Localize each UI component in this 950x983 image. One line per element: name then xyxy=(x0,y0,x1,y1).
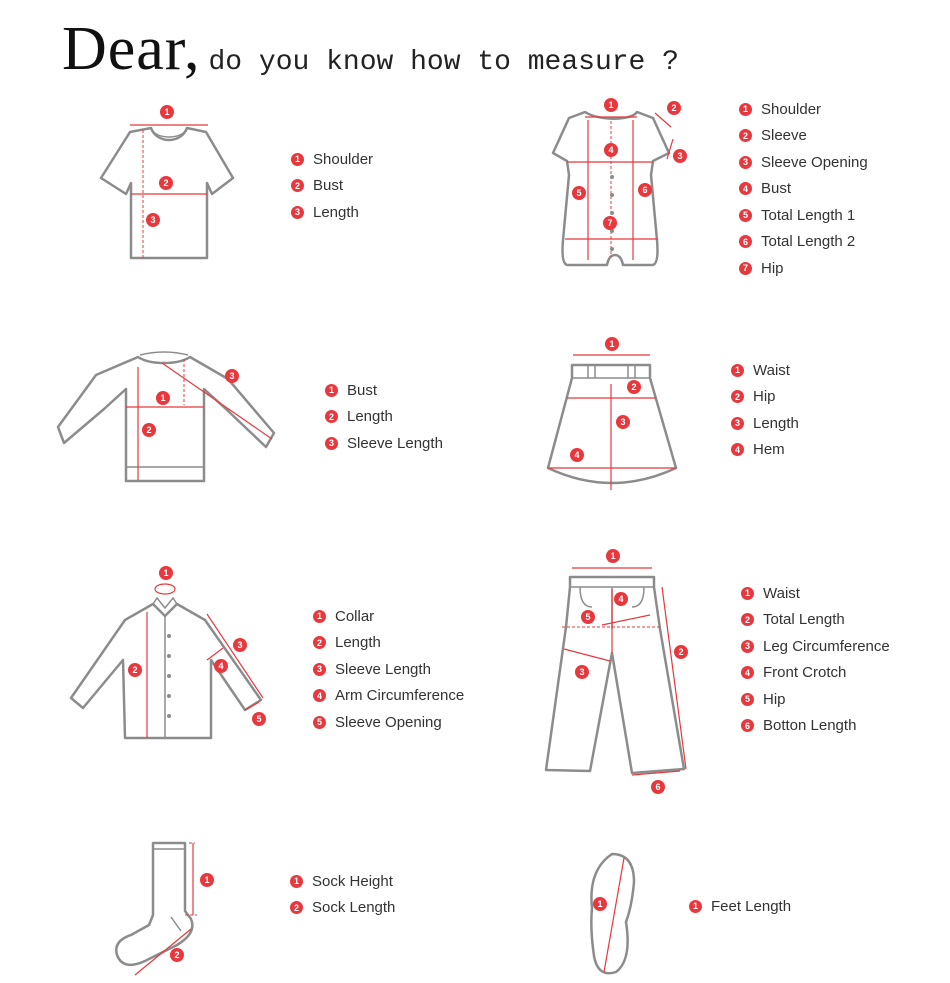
heading-question: do you know how to measure ? xyxy=(208,47,679,78)
list-item xyxy=(739,176,868,203)
measure-label: Length xyxy=(347,408,393,426)
measure-label: Hip xyxy=(761,259,784,277)
number-badge: 1 xyxy=(291,153,304,166)
sock-legend xyxy=(290,868,395,921)
number-badge: 2 xyxy=(313,636,326,649)
list-item xyxy=(325,404,443,431)
number-badge: 5 xyxy=(313,716,326,729)
shoe-sole-icon xyxy=(580,848,650,978)
list-item xyxy=(291,146,373,173)
number-badge: 3 xyxy=(739,156,752,169)
sock-icon xyxy=(105,835,225,980)
svg-text:1: 1 xyxy=(610,551,616,561)
measure-label: Hem xyxy=(753,441,785,459)
list-item xyxy=(290,868,395,895)
measure-label: Shoulder xyxy=(761,100,822,118)
svg-text:2: 2 xyxy=(146,425,152,435)
list-item xyxy=(731,384,799,411)
svg-text:2: 2 xyxy=(132,665,138,675)
list-item xyxy=(731,410,799,437)
list-item xyxy=(313,630,464,657)
list-item xyxy=(291,199,373,226)
svg-text:1: 1 xyxy=(163,568,169,578)
svg-text:2: 2 xyxy=(678,647,684,657)
number-badge: 5 xyxy=(739,209,752,222)
sweater-legend xyxy=(325,377,443,457)
list-item xyxy=(739,255,868,282)
measure-label: Sleeve Opening xyxy=(761,153,868,171)
svg-text:1: 1 xyxy=(160,393,166,403)
tshirt-icon xyxy=(95,100,240,265)
measure-label: Total Length 2 xyxy=(761,233,856,251)
list-item xyxy=(313,603,464,630)
measure-label: Sleeve Length xyxy=(347,434,443,452)
list-item xyxy=(325,430,443,457)
number-badge: 4 xyxy=(739,182,752,195)
svg-text:3: 3 xyxy=(237,640,243,650)
page-heading xyxy=(62,14,679,85)
svg-text:1: 1 xyxy=(597,899,603,909)
measure-label: Bust xyxy=(761,180,792,198)
measure-label: Sock Length xyxy=(312,899,396,917)
measure-label: Front Crotch xyxy=(763,664,847,682)
svg-text:4: 4 xyxy=(618,594,624,604)
number-badge: 2 xyxy=(325,410,338,423)
number-badge: 3 xyxy=(291,206,304,219)
number-badge: 6 xyxy=(739,235,752,248)
measure-label: Sleeve Opening xyxy=(335,713,442,731)
shirt-icon xyxy=(65,560,275,750)
measure-label: Hip xyxy=(763,690,786,708)
measure-label: Botton Length xyxy=(763,717,857,735)
svg-text:3: 3 xyxy=(150,215,156,225)
number-badge: 1 xyxy=(313,610,326,623)
measure-label: Waist xyxy=(753,361,790,379)
measure-label: Sleeve Length xyxy=(335,660,431,678)
measure-label: Waist xyxy=(763,584,800,602)
svg-text:4: 4 xyxy=(574,450,580,460)
heading-dear: Dear, xyxy=(62,15,201,83)
measure-label: Leg Circumference xyxy=(763,637,890,655)
number-badge: 7 xyxy=(739,262,752,275)
tshirt-legend xyxy=(291,146,373,226)
number-badge: 4 xyxy=(313,689,326,702)
number-badge: 1 xyxy=(731,364,744,377)
svg-text:5: 5 xyxy=(256,714,262,724)
list-item xyxy=(325,377,443,404)
romper-icon xyxy=(545,95,695,275)
list-item xyxy=(689,893,791,920)
list-item xyxy=(739,149,868,176)
pants-icon xyxy=(540,545,700,795)
list-item xyxy=(741,607,890,634)
svg-text:2: 2 xyxy=(174,950,180,960)
number-badge: 3 xyxy=(313,663,326,676)
measure-label: Sock Height xyxy=(312,872,393,890)
number-badge: 3 xyxy=(325,437,338,450)
shoe-sole-legend xyxy=(689,893,791,920)
pants-legend xyxy=(741,580,890,739)
list-item xyxy=(739,202,868,229)
measure-label: Bust xyxy=(347,381,378,399)
number-badge: 1 xyxy=(739,103,752,116)
measure-label: Length xyxy=(753,414,799,432)
svg-text:6: 6 xyxy=(655,782,661,792)
measure-label: Hip xyxy=(753,388,776,406)
list-item xyxy=(731,357,799,384)
shirt-legend xyxy=(313,603,464,736)
svg-text:3: 3 xyxy=(579,667,585,677)
svg-text:5: 5 xyxy=(576,188,582,198)
svg-text:1: 1 xyxy=(608,100,614,110)
svg-text:3: 3 xyxy=(677,151,683,161)
measure-label: Length xyxy=(335,634,381,652)
svg-text:4: 4 xyxy=(218,661,224,671)
measure-label: Bust xyxy=(313,177,344,195)
svg-text:3: 3 xyxy=(229,371,235,381)
svg-text:4: 4 xyxy=(608,145,614,155)
number-badge: 4 xyxy=(731,443,744,456)
measure-label: Arm Circumference xyxy=(335,687,465,705)
measure-label: Length xyxy=(313,203,359,221)
svg-text:5: 5 xyxy=(585,612,591,622)
svg-text:2: 2 xyxy=(631,382,637,392)
svg-text:2: 2 xyxy=(671,103,677,113)
list-item xyxy=(291,173,373,200)
number-badge: 1 xyxy=(689,900,702,913)
measure-label: Feet Length xyxy=(711,897,792,915)
measure-label: Shoulder xyxy=(313,150,374,168)
number-badge: 1 xyxy=(290,875,303,888)
list-item xyxy=(741,660,890,687)
number-badge: 3 xyxy=(741,640,754,653)
svg-text:3: 3 xyxy=(620,417,626,427)
svg-text:2: 2 xyxy=(163,178,169,188)
list-item xyxy=(741,580,890,607)
measure-label: Collar xyxy=(335,607,375,625)
svg-text:7: 7 xyxy=(607,218,613,228)
list-item xyxy=(741,686,890,713)
svg-text:6: 6 xyxy=(642,185,648,195)
list-item xyxy=(739,96,868,123)
number-badge: 1 xyxy=(741,587,754,600)
list-item xyxy=(739,123,868,150)
list-item xyxy=(313,709,464,736)
list-item xyxy=(313,656,464,683)
svg-text:1: 1 xyxy=(204,875,210,885)
number-badge: 2 xyxy=(291,179,304,192)
number-badge: 6 xyxy=(741,719,754,732)
skirt-icon xyxy=(540,330,685,495)
measure-label: Total Length xyxy=(763,611,845,629)
number-badge: 3 xyxy=(731,417,744,430)
list-item xyxy=(739,229,868,256)
svg-text:1: 1 xyxy=(609,339,615,349)
list-item xyxy=(741,633,890,660)
number-badge: 2 xyxy=(739,129,752,142)
sweater-icon xyxy=(50,345,280,490)
number-badge: 1 xyxy=(325,384,338,397)
list-item xyxy=(741,713,890,740)
list-item xyxy=(313,683,464,710)
romper-legend xyxy=(739,96,868,282)
measure-label: Sleeve xyxy=(761,127,807,145)
list-item xyxy=(731,437,799,464)
number-badge: 4 xyxy=(741,666,754,679)
measure-label: Total Length 1 xyxy=(761,206,856,224)
number-badge: 2 xyxy=(731,390,744,403)
number-badge: 2 xyxy=(290,901,303,914)
list-item xyxy=(290,895,395,922)
svg-text:1: 1 xyxy=(164,107,170,117)
number-badge: 2 xyxy=(741,613,754,626)
skirt-legend xyxy=(731,357,799,463)
number-badge: 5 xyxy=(741,693,754,706)
